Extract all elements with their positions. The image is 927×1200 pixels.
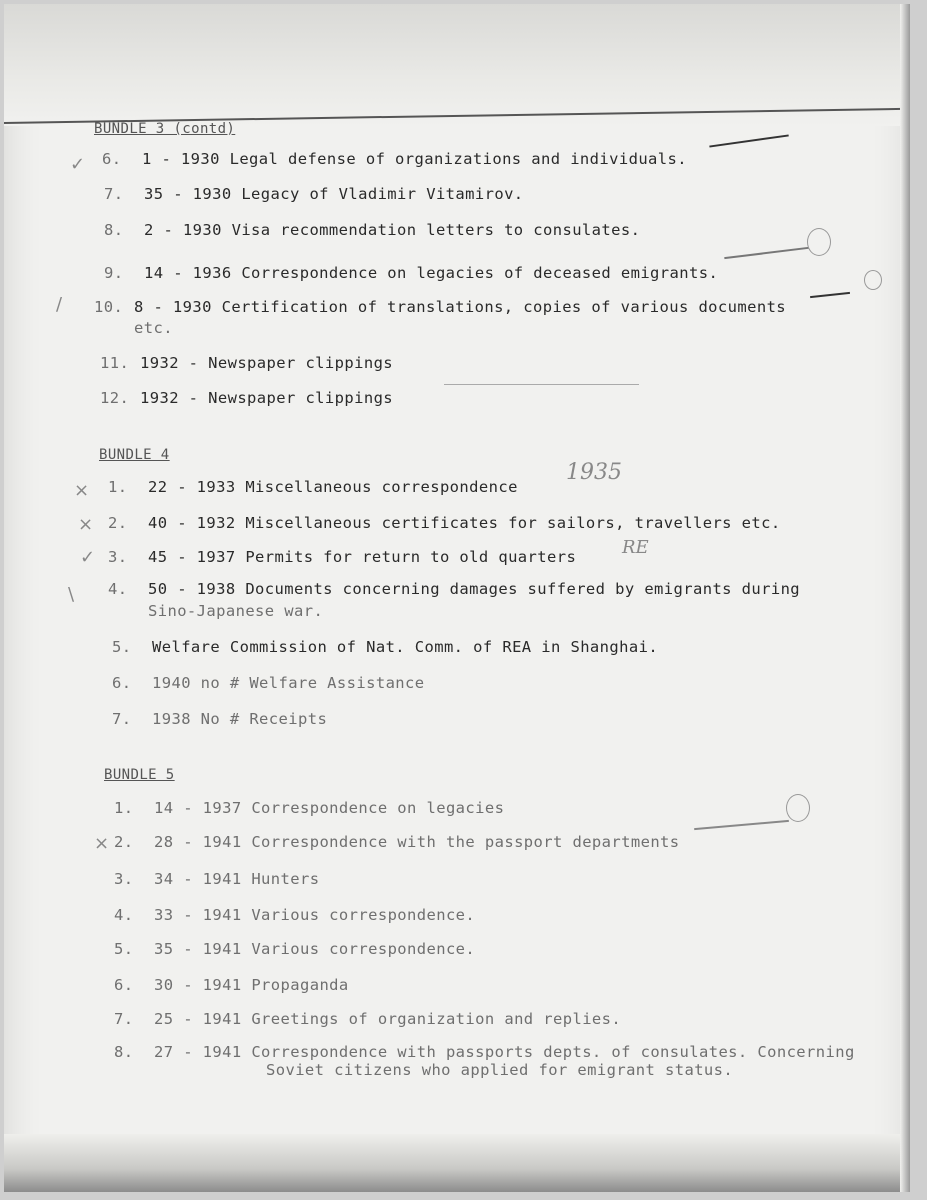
item-number: 1. xyxy=(108,478,128,496)
item-number: 8. xyxy=(114,1043,134,1061)
list-item xyxy=(104,221,640,239)
handwritten-note: RE xyxy=(622,537,649,558)
item-number: 9. xyxy=(104,264,124,282)
circled-mark xyxy=(864,270,882,290)
list-item xyxy=(114,870,319,888)
item-number: 2. xyxy=(114,833,134,851)
item-number: 11. xyxy=(100,354,130,372)
item-text: 25 - 1941 Greetings of organization and replies. xyxy=(154,1010,622,1028)
item-text: 45 - 1937 Permits for return to old quarters xyxy=(148,548,577,566)
item-text: 35 - 1930 Legacy of Vladimir Vitamirov. xyxy=(144,185,524,203)
document-page xyxy=(4,4,910,1192)
top-paper-strip xyxy=(4,4,910,126)
bundle-4-heading: BUNDLE 4 xyxy=(99,447,170,463)
list-item xyxy=(114,906,475,924)
cross-mark-icon: × xyxy=(78,514,94,535)
list-item xyxy=(114,976,349,994)
item-number: 4. xyxy=(108,580,128,598)
list-item xyxy=(108,478,518,496)
item-number: 6. xyxy=(112,674,132,692)
item-number: 5. xyxy=(112,638,132,656)
item-text: 2 - 1930 Visa recommendation letters to consulates. xyxy=(144,221,641,239)
cross-mark-icon: × xyxy=(74,480,90,501)
handwritten-note: 1935 xyxy=(566,460,622,485)
item-number: 3. xyxy=(108,548,128,566)
list-item xyxy=(100,354,393,372)
item-continuation: Soviet citizens who applied for emigrant status. xyxy=(266,1061,734,1079)
item-number: 10. xyxy=(94,298,124,316)
item-continuation: Sino-Japanese war. xyxy=(148,602,324,620)
item-text: 22 - 1933 Miscellaneous correspondence xyxy=(148,478,518,496)
pen-stroke xyxy=(444,384,639,385)
list-item xyxy=(112,674,425,692)
bundle-3-heading: BUNDLE 3 (contd) xyxy=(94,121,236,137)
list-item xyxy=(114,1043,855,1061)
list-item xyxy=(102,150,687,168)
item-text: 50 - 1938 Documents concerning damages suffered by emigrants during xyxy=(148,580,801,598)
item-number: 6. xyxy=(102,150,122,168)
item-number: 7. xyxy=(112,710,132,728)
check-mark-icon: ✓ xyxy=(70,154,86,175)
item-text: 40 - 1932 Miscellaneous certificates for sailors, travellers etc. xyxy=(148,514,781,532)
list-item xyxy=(108,514,781,532)
item-text: 14 - 1936 Correspondence on legacies of deceased emigrants. xyxy=(144,264,719,282)
pen-stroke xyxy=(694,820,789,830)
pen-stroke xyxy=(724,247,809,259)
right-page-edge xyxy=(900,4,910,1192)
item-text: 1940 no # Welfare Assistance xyxy=(152,674,425,692)
cross-mark-icon: × xyxy=(94,833,110,854)
item-text: 8 - 1930 Certification of translations, copies of various documents xyxy=(134,298,787,316)
item-text: 14 - 1937 Correspondence on legacies xyxy=(154,799,505,817)
item-text: 1932 - Newspaper clippings xyxy=(140,354,394,372)
check-mark-icon: \ xyxy=(68,584,75,605)
list-item xyxy=(114,833,680,851)
list-item xyxy=(112,710,327,728)
list-item xyxy=(114,1010,621,1028)
list-item xyxy=(100,389,393,407)
pen-stroke xyxy=(709,134,788,147)
item-number: 7. xyxy=(104,185,124,203)
list-item xyxy=(114,940,475,958)
check-mark-icon: / xyxy=(56,294,63,315)
circled-mark xyxy=(807,228,831,256)
item-number: 6. xyxy=(114,976,134,994)
circled-mark xyxy=(786,794,810,822)
item-text: 28 - 1941 Correspondence with the passport departments xyxy=(154,833,680,851)
item-number: 3. xyxy=(114,870,134,888)
list-item xyxy=(104,264,718,282)
item-number: 4. xyxy=(114,906,134,924)
list-item xyxy=(94,298,786,316)
item-text: 35 - 1941 Various correspondence. xyxy=(154,940,476,958)
item-text: 34 - 1941 Hunters xyxy=(154,870,320,888)
item-text: 1 - 1930 Legal defense of organizations and individuals. xyxy=(142,150,687,168)
item-number: 1. xyxy=(114,799,134,817)
check-mark-icon: ✓ xyxy=(80,547,96,568)
pen-stroke xyxy=(810,292,850,298)
list-item xyxy=(112,638,658,656)
item-text: 33 - 1941 Various correspondence. xyxy=(154,906,476,924)
item-continuation: etc. xyxy=(134,319,173,337)
item-number: 8. xyxy=(104,221,124,239)
item-text: 1938 No # Receipts xyxy=(152,710,328,728)
list-item xyxy=(108,580,800,598)
item-text: 1932 - Newspaper clippings xyxy=(140,389,394,407)
bundle-5-heading: BUNDLE 5 xyxy=(104,767,175,783)
item-number: 5. xyxy=(114,940,134,958)
item-text: 30 - 1941 Propaganda xyxy=(154,976,349,994)
list-item xyxy=(114,799,504,817)
item-number: 2. xyxy=(108,514,128,532)
item-text: 27 - 1941 Correspondence with passports depts. of consulates. Concerning xyxy=(154,1043,855,1061)
item-text: Welfare Commission of Nat. Comm. of REA in Shanghai. xyxy=(152,638,659,656)
bottom-paper-strip xyxy=(4,1134,910,1192)
item-number: 7. xyxy=(114,1010,134,1028)
item-number: 12. xyxy=(100,389,130,407)
list-item xyxy=(108,548,576,566)
list-item xyxy=(104,185,524,203)
